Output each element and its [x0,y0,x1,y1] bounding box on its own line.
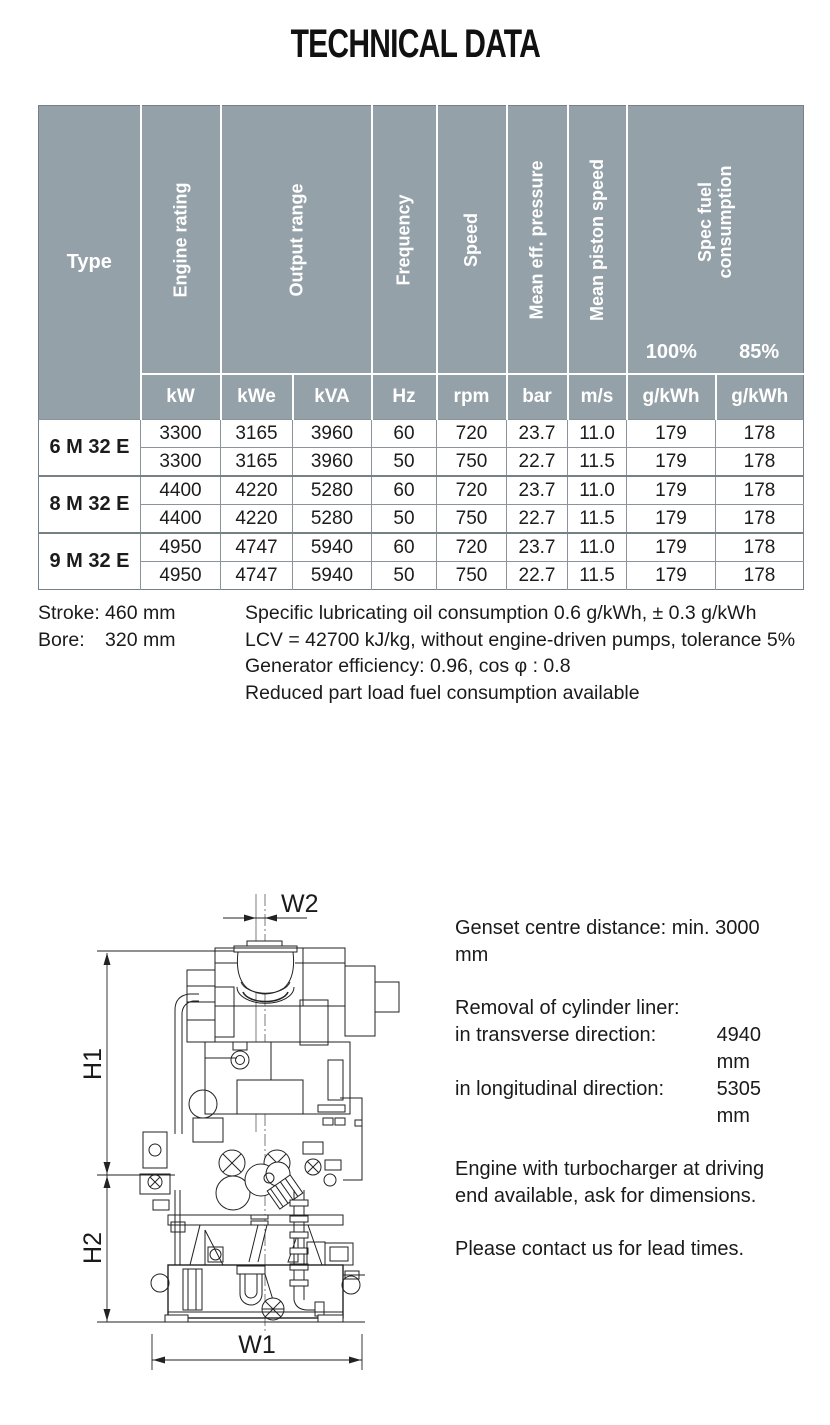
dim-label-h2: H2 [79,1232,107,1264]
dim-label-w1: W1 [238,1331,276,1359]
cell-hz: 60 [372,476,437,505]
col-header-mean-eff-pressure: Mean eff. pressure [507,106,568,375]
cell-hz: 50 [372,448,437,477]
cell-kw: 4950 [141,533,221,562]
cell-bar: 22.7 [507,448,568,477]
cell-bar: 22.7 [507,505,568,534]
cell-g100: 179 [627,562,716,590]
cell-bar: 23.7 [507,476,568,505]
unit-kw: kW [141,374,221,420]
technical-data-table [38,105,804,590]
longitudinal-value: 5305 mm [716,1078,762,1127]
cell-kw: 3300 [141,420,221,448]
cell-kw: 4400 [141,505,221,534]
note-line: LCV = 42700 kJ/kg, without engine-driven pumps, tolerance 5% [245,628,796,651]
general-notes [245,600,795,706]
unit-bar: bar [507,374,568,420]
cell-kwe: 3165 [221,420,293,448]
cell-ms: 11.5 [568,562,627,590]
longitudinal-label: in longitudinal direction: [455,1078,665,1100]
unit-kwe: kWe [221,374,293,420]
cell-kva: 3960 [293,448,372,477]
drawing-notes [455,915,795,1263]
cell-kva: 5940 [293,562,372,590]
col-header-engine-rating: Engine rating [141,106,221,375]
cell-ms: 11.5 [568,505,627,534]
note-line: Reduced part load fuel consumption available [245,681,640,704]
contact-note: Please contact us for lead times. [455,1238,745,1260]
bore-label: Bore: [38,628,85,651]
turbocharger-note: end available, ask for dimensions. [455,1185,757,1207]
load-85-label: 85% [739,341,780,363]
page-title: TECHNICAL DATA [290,22,540,66]
cell-kwe: 4220 [221,505,293,534]
cell-g85: 178 [716,505,804,534]
cell-rpm: 720 [437,476,507,505]
unit-g85: g/kWh [716,374,804,420]
col-header-output-range: Output range [221,106,372,375]
cell-rpm: 720 [437,533,507,562]
cell-kva: 5280 [293,505,372,534]
longitudinal-row [455,1076,795,1130]
stroke-bore-notes [38,600,175,653]
dim-label-w2: W2 [281,890,319,918]
stroke-label: Stroke: [38,602,100,624]
col-header-speed: Speed [437,106,507,375]
cell-rpm: 750 [437,562,507,590]
cell-ms: 11.0 [568,476,627,505]
unit-g100: g/kWh [627,374,716,420]
cell-kwe: 4747 [221,533,293,562]
cell-bar: 23.7 [507,420,568,448]
note-line: Specific lubricating oil consumption 0.6 g/kWh, ± 0.3 g/kWh [245,602,757,624]
cell-kw: 4950 [141,562,221,590]
cell-kw: 4400 [141,476,221,505]
cell-hz: 60 [372,420,437,448]
table-row [39,448,804,477]
table-header-row [39,106,804,375]
cell-hz: 50 [372,562,437,590]
cell-kva: 5940 [293,533,372,562]
unit-ms: m/s [568,374,627,420]
transverse-row [455,1022,795,1076]
unit-rpm: rpm [437,374,507,420]
cell-rpm: 720 [437,420,507,448]
unit-kva: kVA [293,374,372,420]
cell-kva: 3960 [293,420,372,448]
cell-hz: 60 [372,533,437,562]
table-row [39,505,804,534]
table-row [39,533,804,562]
stroke-value: 460 mm [105,602,176,624]
turbocharger-note: Engine with turbocharger at driving [455,1158,765,1180]
cell-g100: 179 [627,533,716,562]
cell-kwe: 4747 [221,562,293,590]
cell-g100: 179 [627,505,716,534]
table-row [39,476,804,505]
cell-g85: 178 [716,420,804,448]
unit-hz: Hz [372,374,437,420]
dim-label-h1: H1 [79,1048,107,1080]
engine-type: 9 M 32 E [39,533,141,590]
cell-hz: 50 [372,505,437,534]
engine-type: 8 M 32 E [39,476,141,533]
cell-ms: 11.0 [568,420,627,448]
cell-kw: 3300 [141,448,221,477]
bore-value: 320 mm [105,628,176,651]
cell-g100: 179 [627,476,716,505]
cell-kwe: 4220 [221,476,293,505]
table-row [39,420,804,448]
transverse-value: 4940 mm [716,1024,762,1073]
cell-kwe: 3165 [221,448,293,477]
cell-kva: 5280 [293,476,372,505]
load-100-label: 100% [645,341,697,363]
cell-rpm: 750 [437,448,507,477]
table-row [39,562,804,590]
cell-bar: 22.7 [507,562,568,590]
cell-rpm: 750 [437,505,507,534]
col-header-mean-piston-speed: Mean piston speed [568,106,627,375]
cell-g85: 178 [716,562,804,590]
col-header-frequency: Frequency [372,106,437,375]
cell-g85: 178 [716,448,804,477]
cell-g100: 179 [627,420,716,448]
genset-distance-note: Genset centre distance: min. 3000 mm [455,917,760,966]
transverse-label: in transverse direction: [455,1024,657,1046]
engine-type: 6 M 32 E [39,420,141,477]
table-units-row [39,374,804,420]
col-header-spec-fuel-consumption: Spec fuel consumption 100% 85% [627,106,804,375]
col-header-type: Type [39,106,141,420]
engine-dimension-drawing [75,882,445,1382]
cell-ms: 11.0 [568,533,627,562]
cell-bar: 23.7 [507,533,568,562]
cell-g85: 178 [716,476,804,505]
cell-g100: 179 [627,448,716,477]
cell-g85: 178 [716,533,804,562]
removal-title: Removal of cylinder liner: [455,997,680,1019]
cell-ms: 11.5 [568,448,627,477]
note-line: Generator efficiency: 0.96, cos φ : 0.8 [245,655,571,677]
